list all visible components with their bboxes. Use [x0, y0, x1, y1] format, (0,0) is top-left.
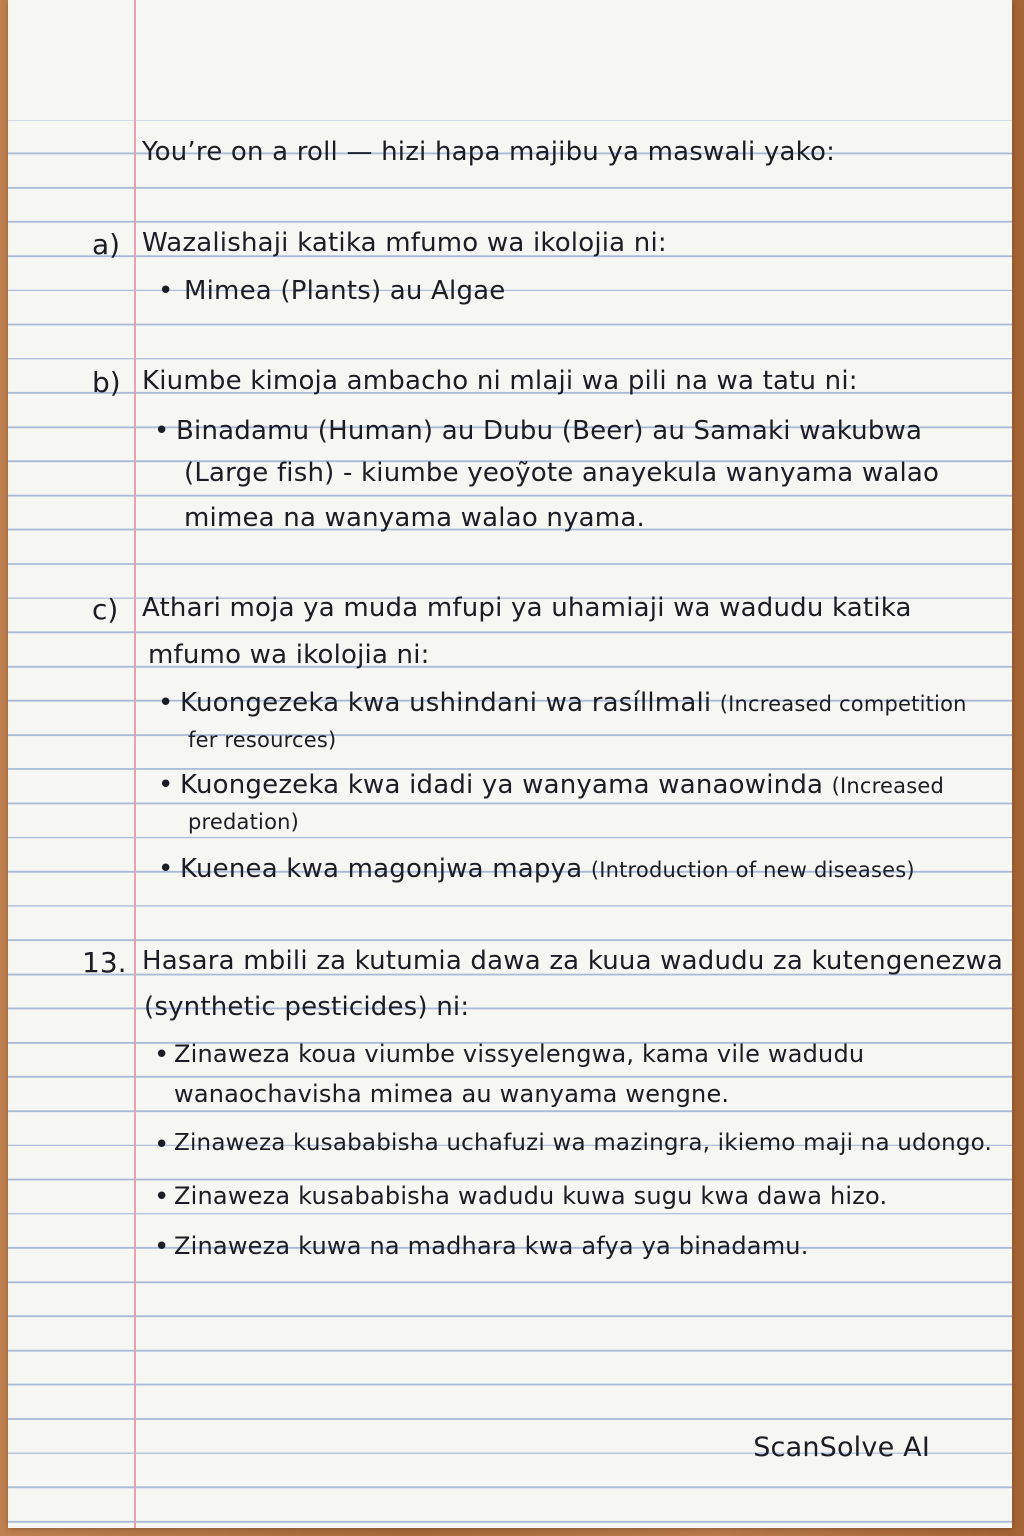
question-13-bullet-3: Zinaweza kusababisha wadudu kuwa sugu kwa dawa hizo.	[174, 1182, 888, 1210]
question-13-line-1: Hasara mbili za kutumia dawa za kuua wadudu za kutengenezwa	[142, 946, 1004, 976]
bullet-dot: •	[158, 688, 174, 718]
section-a-answer: Mimea (Plants) au Algae	[184, 276, 506, 306]
question-13-bullet-4: Zinaweza kuwa na madhara kwa afya ya binadamu.	[174, 1232, 809, 1260]
lined-paper-sheet	[8, 0, 1012, 1528]
section-c-bullet-3	[180, 854, 915, 884]
section-c-bullet-1-continuation: fer resources)	[188, 728, 337, 752]
section-a-marker: a)	[92, 228, 121, 261]
section-a-question: Wazalishaji katika mfumo wa ikolojia ni:	[142, 228, 667, 258]
bullet-dot: •	[158, 770, 174, 800]
section-b-answer-line-3: mimea na wanyama walao nyama.	[184, 503, 645, 533]
bullet-main-text: Kuongezeka kwa idadi ya wanyama wanaowinda	[180, 770, 824, 800]
bullet-dot: •	[154, 1182, 170, 1212]
question-13-marker: 13.	[82, 946, 127, 979]
bullet-dot: •	[154, 1040, 170, 1070]
section-c-question-line-1: Athari moja ya muda mfupi ya uhamiaji wa wadudu katika	[142, 593, 912, 623]
question-13-bullet-1-line-2: wanaochavisha mimea au wanyama wengne.	[174, 1080, 730, 1108]
section-c-bullet-1	[180, 688, 967, 718]
bullet-dot: •	[154, 1130, 170, 1160]
bullet-dot: •	[154, 1232, 170, 1262]
question-13-bullet-2: Zinaweza kusababisha uchafuzi wa mazingra, ikiemo maji na udongo.	[174, 1130, 993, 1156]
scansolve-signature: ScanSolve AI	[753, 1432, 930, 1463]
section-c-marker: c)	[92, 593, 119, 626]
section-b-marker: b)	[92, 366, 121, 399]
section-c-bullet-2-continuation: predation)	[188, 810, 300, 834]
section-c-bullet-2	[180, 770, 944, 800]
paper-header-margin	[8, 0, 1012, 120]
bullet-english-note: (Increased	[831, 774, 945, 798]
bullet-main-text: Kuenea kwa magonjwa mapya	[180, 854, 583, 884]
bullet-dot: •	[154, 416, 170, 446]
bullet-english-note: (Increased competition	[719, 692, 967, 716]
red-margin-line	[134, 0, 136, 1528]
section-c-question-line-2: mfumo wa ikolojia ni:	[148, 640, 430, 670]
question-13-line-2: (synthetic pesticides) ni:	[144, 992, 470, 1022]
bullet-main-text: Kuongezeka kwa ushindani wa rasíllmali	[180, 688, 712, 718]
section-b-answer-line-2: (Large fish) - kiumbe yeoỹote anayekula wanyama walao	[184, 458, 940, 488]
bullet-english-note: (Introduction of new diseases)	[590, 858, 915, 882]
bullet-dot: •	[158, 854, 174, 884]
question-13-bullet-1-line-1: Zinaweza koua viumbe vissyelengwa, kama vile wadudu	[174, 1040, 865, 1068]
section-b-question: Kiumbe kimoja ambacho ni mlaji wa pili na wa tatu ni:	[142, 366, 858, 396]
bullet-dot: •	[158, 276, 174, 306]
intro-text: You’re on a roll — hizi hapa majibu ya maswali yako:	[142, 137, 836, 167]
section-b-answer-line-1: Binadamu (Human) au Dubu (Beer) au Samaki wakubwa	[176, 416, 923, 446]
